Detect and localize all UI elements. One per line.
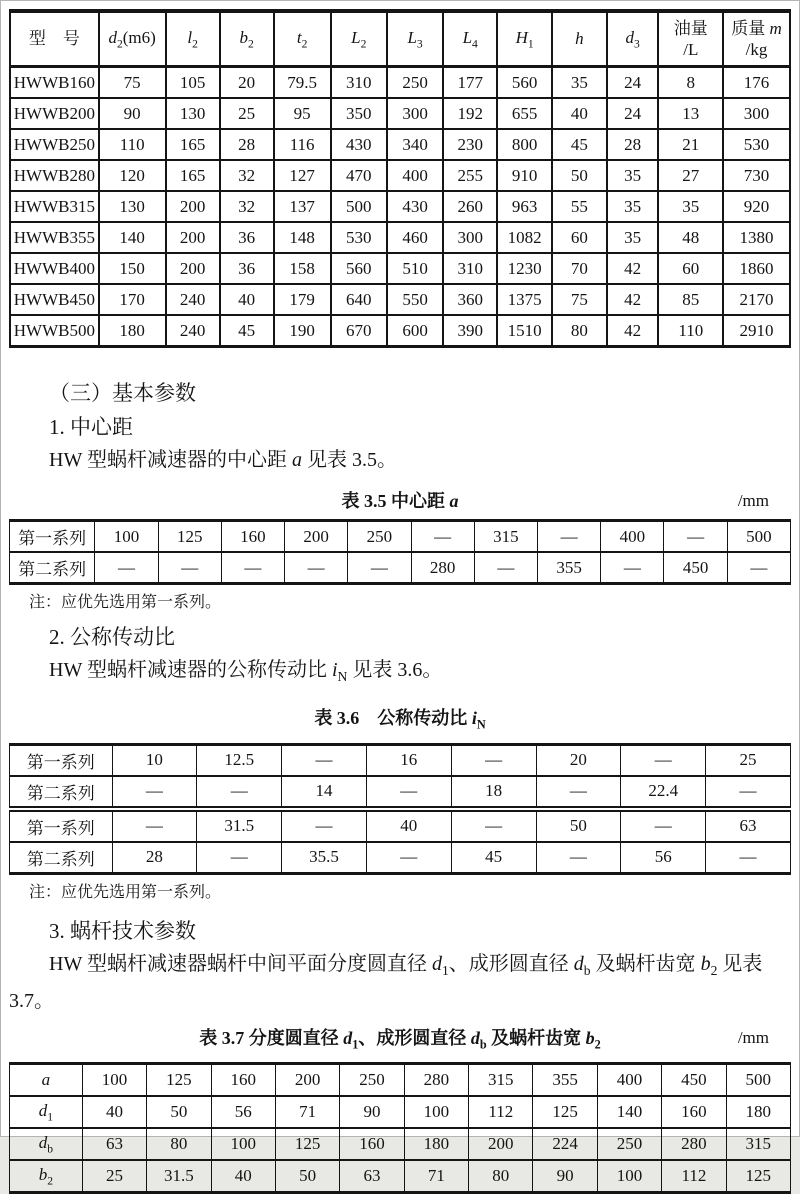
table-3-6 <box>9 743 791 875</box>
row-label-cell: a <box>10 1064 83 1097</box>
table-3-7-unit: /mm <box>737 1027 769 1047</box>
data-cell: 550 <box>387 284 443 315</box>
data-cell: 500 <box>727 521 790 553</box>
data-cell: 36 <box>220 253 274 284</box>
data-cell: 250 <box>340 1064 404 1097</box>
data-cell: 148 <box>274 222 331 253</box>
table-row <box>10 1096 791 1128</box>
row-label-cell: 第二系列 <box>10 552 95 584</box>
data-cell: 110 <box>658 315 723 347</box>
data-cell: 100 <box>95 521 158 553</box>
data-cell: 60 <box>552 222 607 253</box>
data-cell: 1380 <box>723 222 790 253</box>
data-cell: — <box>451 744 536 776</box>
data-cell: 45 <box>552 129 607 160</box>
data-cell: — <box>664 521 727 553</box>
data-cell: 963 <box>497 191 552 222</box>
data-cell: 400 <box>387 160 443 191</box>
data-cell: 31.5 <box>147 1160 211 1193</box>
data-cell: — <box>197 842 282 874</box>
row-label-cell: $b_2$ <box>10 1160 83 1193</box>
data-cell: — <box>112 776 197 809</box>
data-cell: 920 <box>723 191 790 222</box>
data-cell: 250 <box>387 67 443 99</box>
data-cell: 40 <box>211 1160 275 1193</box>
data-cell: 170 <box>99 284 166 315</box>
table-3-7 <box>9 1062 791 1194</box>
column-header-cell: 油量 /L <box>658 11 723 67</box>
data-cell: 240 <box>166 315 220 347</box>
data-cell: 200 <box>166 222 220 253</box>
data-cell: 56 <box>211 1096 275 1128</box>
data-cell: — <box>706 842 791 874</box>
table-row <box>10 67 790 99</box>
data-cell: 158 <box>274 253 331 284</box>
data-cell: 35 <box>552 67 607 99</box>
data-cell: 116 <box>274 129 331 160</box>
data-cell: 36 <box>220 222 274 253</box>
table-3-5 <box>9 519 791 585</box>
data-cell: 22.4 <box>621 776 706 809</box>
data-cell: 125 <box>533 1096 597 1128</box>
data-cell: 130 <box>166 98 220 129</box>
row-label-cell: HWWB355 <box>10 222 99 253</box>
data-cell: 50 <box>147 1096 211 1128</box>
dimension-table-header <box>10 11 790 67</box>
data-cell: — <box>536 776 621 809</box>
data-cell: — <box>621 744 706 776</box>
data-cell: 125 <box>275 1128 339 1160</box>
data-cell: 12.5 <box>197 744 282 776</box>
data-cell: 45 <box>451 842 536 874</box>
data-cell: — <box>451 809 536 842</box>
data-cell: 200 <box>166 191 220 222</box>
data-cell: 71 <box>275 1096 339 1128</box>
data-cell: 180 <box>404 1128 468 1160</box>
table-3-5-body <box>10 521 791 584</box>
data-cell: 260 <box>443 191 497 222</box>
data-cell: 24 <box>607 67 659 99</box>
data-cell: 25 <box>82 1160 146 1193</box>
data-cell: 280 <box>662 1128 726 1160</box>
data-cell: 120 <box>99 160 166 191</box>
data-cell: — <box>601 552 664 584</box>
data-cell: 1230 <box>497 253 552 284</box>
table-row <box>10 11 790 67</box>
table-row <box>10 744 791 776</box>
data-cell: 40 <box>366 809 451 842</box>
data-cell: 63 <box>82 1128 146 1160</box>
section-heading: （三）基本参数 <box>49 381 196 405</box>
data-cell: 230 <box>443 129 497 160</box>
item-2-body: HW 型蜗杆减速器的公称传动比 $i_N$ 见表 3.6。 <box>49 659 443 684</box>
data-cell: 140 <box>99 222 166 253</box>
data-cell: — <box>727 552 790 584</box>
data-cell: 20 <box>220 67 274 99</box>
column-header-cell: $L_2$ <box>331 11 387 67</box>
data-cell: 27 <box>658 160 723 191</box>
data-cell: 350 <box>331 98 387 129</box>
data-cell: 35 <box>607 191 659 222</box>
table-3-6-note: 注：应优先选用第一系列。 <box>29 883 222 901</box>
data-cell: — <box>221 552 284 584</box>
data-cell: 240 <box>166 284 220 315</box>
column-header-cell: $l_2$ <box>166 11 220 67</box>
table-row <box>10 1128 791 1160</box>
data-cell: — <box>282 809 367 842</box>
data-cell: 80 <box>469 1160 533 1193</box>
table-row <box>10 842 791 874</box>
data-cell: 95 <box>274 98 331 129</box>
data-cell: — <box>348 552 411 584</box>
table-row <box>10 222 790 253</box>
data-cell: 315 <box>474 521 537 553</box>
data-cell: 315 <box>726 1128 790 1160</box>
data-cell: 190 <box>274 315 331 347</box>
row-label-cell: HWWB160 <box>10 67 99 99</box>
data-cell: 300 <box>723 98 790 129</box>
table-3-7-caption: 表 3.7 分度圆直径 $d_1$、成形圆直径 $d_b$ 及蜗杆齿宽 $b_2$ <box>199 1027 601 1052</box>
data-cell: 165 <box>166 160 220 191</box>
row-label-cell: HWWB500 <box>10 315 99 347</box>
data-cell: 127 <box>274 160 331 191</box>
data-cell: 40 <box>220 284 274 315</box>
column-header-cell: $L_4$ <box>443 11 497 67</box>
data-cell: 160 <box>221 521 284 553</box>
data-cell: — <box>197 776 282 809</box>
data-cell: 28 <box>607 129 659 160</box>
dimension-table <box>9 9 791 348</box>
item-1-body: HW 型蜗杆减速器的中心距 a 见表 3.5。 <box>49 449 397 471</box>
data-cell: 35 <box>658 191 723 222</box>
row-label-cell: 第一系列 <box>10 744 113 776</box>
table-3-5-caption: 表 3.5 中心距 a <box>341 491 459 511</box>
data-cell: 20 <box>536 744 621 776</box>
data-cell: — <box>474 552 537 584</box>
data-cell: 1510 <box>497 315 552 347</box>
table-3-5-caption-row <box>9 489 791 513</box>
data-cell: 140 <box>597 1096 661 1128</box>
data-cell: 100 <box>404 1096 468 1128</box>
column-header-cell: h <box>552 11 607 67</box>
table-row <box>10 191 790 222</box>
data-cell: 8 <box>658 67 723 99</box>
data-cell: 85 <box>658 284 723 315</box>
data-cell: 100 <box>82 1064 146 1097</box>
data-cell: 2170 <box>723 284 790 315</box>
data-cell: 250 <box>348 521 411 553</box>
data-cell: 390 <box>443 315 497 347</box>
data-cell: 63 <box>340 1160 404 1193</box>
data-cell: — <box>285 552 348 584</box>
table-3-7-body <box>10 1064 791 1193</box>
row-label-cell: HWWB315 <box>10 191 99 222</box>
table-row <box>10 315 790 347</box>
data-cell: 125 <box>158 521 221 553</box>
data-cell: 50 <box>552 160 607 191</box>
data-cell: 160 <box>340 1128 404 1160</box>
data-cell: 16 <box>366 744 451 776</box>
row-label-cell: HWWB280 <box>10 160 99 191</box>
data-cell: 40 <box>82 1096 146 1128</box>
data-cell: 2910 <box>723 315 790 347</box>
dimension-table-body <box>10 67 790 347</box>
data-cell: 160 <box>211 1064 275 1097</box>
column-header-cell: 质量 m /kg <box>723 11 790 67</box>
table-row <box>10 776 791 809</box>
data-cell: — <box>366 842 451 874</box>
data-cell: 179 <box>274 284 331 315</box>
data-cell: 45 <box>220 315 274 347</box>
row-label-cell: 第二系列 <box>10 842 113 874</box>
data-cell: 55 <box>552 191 607 222</box>
data-cell: 70 <box>552 253 607 284</box>
data-cell: 18 <box>451 776 536 809</box>
data-cell: 560 <box>497 67 552 99</box>
data-cell: 24 <box>607 98 659 129</box>
data-cell: 125 <box>726 1160 790 1193</box>
data-cell: 177 <box>443 67 497 99</box>
data-cell: 25 <box>706 744 791 776</box>
data-cell: 28 <box>220 129 274 160</box>
data-cell: 150 <box>99 253 166 284</box>
data-cell: 40 <box>552 98 607 129</box>
data-cell: 75 <box>99 67 166 99</box>
table-row <box>10 809 791 842</box>
data-cell: — <box>536 842 621 874</box>
data-cell: 90 <box>533 1160 597 1193</box>
data-cell: 13 <box>658 98 723 129</box>
data-cell: 800 <box>497 129 552 160</box>
data-cell: 125 <box>147 1064 211 1097</box>
table-3-5-unit: /mm <box>737 491 769 510</box>
table-row <box>10 1064 791 1097</box>
data-cell: 460 <box>387 222 443 253</box>
data-cell: 310 <box>443 253 497 284</box>
data-cell: 310 <box>331 67 387 99</box>
data-cell: 560 <box>331 253 387 284</box>
row-label-cell: 第一系列 <box>10 809 113 842</box>
data-cell: 80 <box>552 315 607 347</box>
data-cell: 10 <box>112 744 197 776</box>
row-label-cell: HWWB450 <box>10 284 99 315</box>
data-cell: 100 <box>211 1128 275 1160</box>
data-cell: — <box>95 552 158 584</box>
table-3-5-note: 注：应优先选用第一系列。 <box>29 594 222 611</box>
table-3-6-caption-row <box>9 706 791 737</box>
data-cell: 200 <box>275 1064 339 1097</box>
data-cell: — <box>411 521 474 553</box>
data-cell: 180 <box>726 1096 790 1128</box>
data-cell: 1860 <box>723 253 790 284</box>
data-cell: 224 <box>533 1128 597 1160</box>
data-cell: 71 <box>404 1160 468 1193</box>
data-cell: — <box>366 776 451 809</box>
data-cell: 90 <box>99 98 166 129</box>
item-2-heading: 2. 公称传动比 <box>49 625 175 649</box>
data-cell: 50 <box>536 809 621 842</box>
data-cell: — <box>112 809 197 842</box>
data-cell: 100 <box>597 1160 661 1193</box>
data-cell: 280 <box>404 1064 468 1097</box>
data-cell: 90 <box>340 1096 404 1128</box>
data-cell: 180 <box>99 315 166 347</box>
data-cell: — <box>158 552 221 584</box>
column-header-cell: $d_2(m6)$ <box>99 11 166 67</box>
data-cell: 255 <box>443 160 497 191</box>
data-cell: 32 <box>220 191 274 222</box>
data-cell: 640 <box>331 284 387 315</box>
data-cell: 31.5 <box>197 809 282 842</box>
table-3-6-caption: 表 3.6 公称传动比 $i_N$ <box>314 708 486 732</box>
row-label-cell: 第一系列 <box>10 521 95 553</box>
data-cell: 250 <box>597 1128 661 1160</box>
row-label-cell: HWWB250 <box>10 129 99 160</box>
row-label-cell: HWWB200 <box>10 98 99 129</box>
data-cell: 300 <box>387 98 443 129</box>
table-3-7-caption-row <box>9 1026 791 1057</box>
data-cell: — <box>282 744 367 776</box>
data-cell: 200 <box>285 521 348 553</box>
data-cell: 355 <box>533 1064 597 1097</box>
column-header-cell: $t_2$ <box>274 11 331 67</box>
data-cell: 470 <box>331 160 387 191</box>
data-cell: 200 <box>469 1128 533 1160</box>
data-cell: 14 <box>282 776 367 809</box>
table-row <box>10 253 790 284</box>
data-cell: — <box>706 776 791 809</box>
table-3-6-body <box>10 744 791 873</box>
data-cell: 60 <box>658 253 723 284</box>
data-cell: 137 <box>274 191 331 222</box>
data-cell: 192 <box>443 98 497 129</box>
data-cell: 655 <box>497 98 552 129</box>
data-cell: 130 <box>99 191 166 222</box>
column-header-cell: $H_1$ <box>497 11 552 67</box>
data-cell: 530 <box>331 222 387 253</box>
row-label-cell: $d_1$ <box>10 1096 83 1128</box>
data-cell: 42 <box>607 315 659 347</box>
data-cell: 176 <box>723 67 790 99</box>
data-cell: 1375 <box>497 284 552 315</box>
data-cell: 430 <box>387 191 443 222</box>
data-cell: 42 <box>607 253 659 284</box>
data-cell: 42 <box>607 284 659 315</box>
data-cell: 670 <box>331 315 387 347</box>
data-cell: 500 <box>331 191 387 222</box>
item-3-heading: 3. 蜗杆技术参数 <box>49 918 196 943</box>
data-cell: 400 <box>597 1064 661 1097</box>
data-cell: 35 <box>607 222 659 253</box>
data-cell: 600 <box>387 315 443 347</box>
data-cell: 300 <box>443 222 497 253</box>
data-cell: 165 <box>166 129 220 160</box>
data-cell: 28 <box>112 842 197 874</box>
data-cell: 21 <box>658 129 723 160</box>
data-cell: 1082 <box>497 222 552 253</box>
data-cell: 450 <box>662 1064 726 1097</box>
data-cell: 32 <box>220 160 274 191</box>
data-cell: 340 <box>387 129 443 160</box>
data-cell: 79.5 <box>274 67 331 99</box>
table-row <box>10 552 791 584</box>
column-header-cell: $d_3$ <box>607 11 659 67</box>
data-cell: 450 <box>664 552 727 584</box>
table-row <box>10 1160 791 1193</box>
data-cell: 112 <box>469 1096 533 1128</box>
data-cell: 75 <box>552 284 607 315</box>
column-header-cell: $L_3$ <box>387 11 443 67</box>
item-3-body: HW 型蜗杆减速器蜗杆中间平面分度圆直径 $d_1$、成形圆直径 $d_b$ 及蜗杆齿宽 $b_2$ 见表 3.7。 <box>9 952 763 1012</box>
data-cell: 500 <box>726 1064 790 1097</box>
data-cell: 48 <box>658 222 723 253</box>
data-cell: 355 <box>537 552 600 584</box>
data-cell: — <box>621 809 706 842</box>
table-row <box>10 160 790 191</box>
row-label-cell: $d_b$ <box>10 1128 83 1160</box>
data-cell: 50 <box>275 1160 339 1193</box>
row-label-cell: 第二系列 <box>10 776 113 809</box>
data-cell: 105 <box>166 67 220 99</box>
table-row <box>10 284 790 315</box>
data-cell: 730 <box>723 160 790 191</box>
data-cell: 430 <box>331 129 387 160</box>
data-cell: 910 <box>497 160 552 191</box>
data-cell: 200 <box>166 253 220 284</box>
table-row <box>10 129 790 160</box>
data-cell: 315 <box>469 1064 533 1097</box>
data-cell: 80 <box>147 1128 211 1160</box>
data-cell: 360 <box>443 284 497 315</box>
table-row <box>10 521 791 553</box>
data-cell: 63 <box>706 809 791 842</box>
data-cell: 510 <box>387 253 443 284</box>
data-cell: 35.5 <box>282 842 367 874</box>
data-cell: 110 <box>99 129 166 160</box>
data-cell: 56 <box>621 842 706 874</box>
column-header-cell: $b_2$ <box>220 11 274 67</box>
item-1-heading: 1. 中心距 <box>49 415 133 439</box>
data-cell: 530 <box>723 129 790 160</box>
data-cell: 160 <box>662 1096 726 1128</box>
data-cell: 400 <box>601 521 664 553</box>
data-cell: — <box>537 521 600 553</box>
data-cell: 35 <box>607 160 659 191</box>
column-header-cell: 型 号 <box>10 11 99 67</box>
table-row <box>10 98 790 129</box>
data-cell: 25 <box>220 98 274 129</box>
row-label-cell: HWWB400 <box>10 253 99 284</box>
data-cell: 112 <box>662 1160 726 1193</box>
data-cell: 280 <box>411 552 474 584</box>
